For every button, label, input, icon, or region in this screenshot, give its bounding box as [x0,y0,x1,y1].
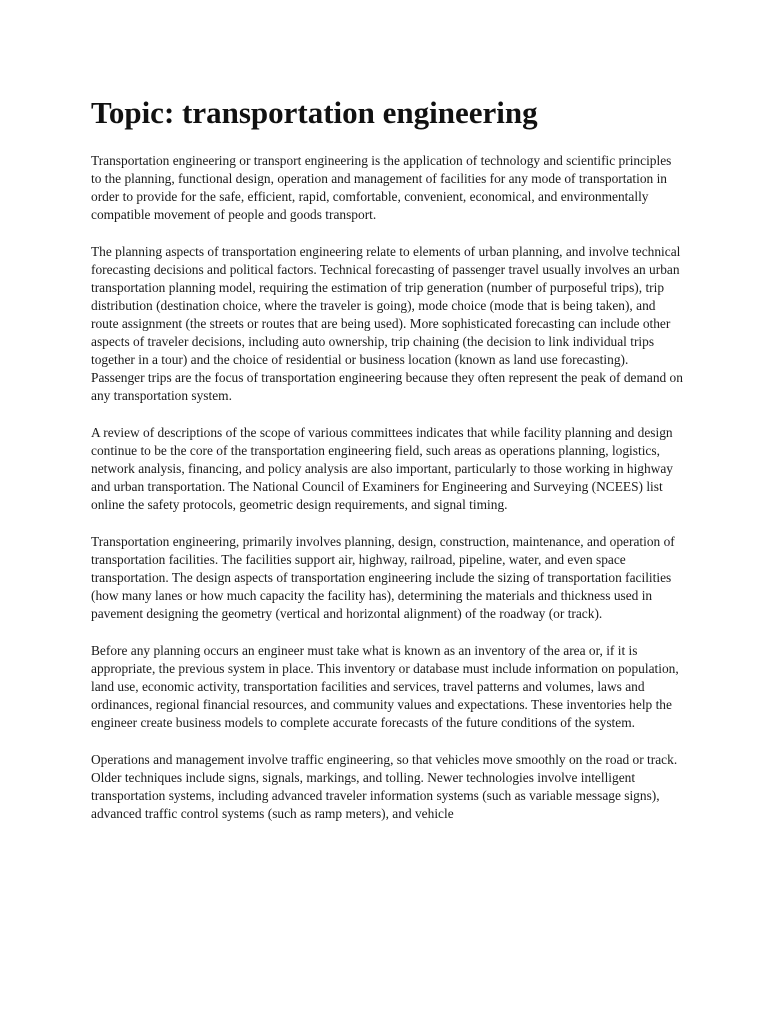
paragraph-facilities-design: Transportation engineering, primarily involves planning, design, construction, maintenance, and operation of transportation facilities. The facilities support air, highway, railroad, pipeline, water, and even space transportation. The design aspects of transportation engineering include the sizing of transportation facilities (how many lanes or how much capacity the facility has), determining the materials and thickness used in pavement designing the geometry (vertical and horizontal alignment) of the roadway (or track). [91,534,675,621]
paragraph-committee-scope: A review of descriptions of the scope of various committees indicates that while facility planning and design continue to be the core of the transportation engineering field, such areas as operations planning, logistics, network analysis, financing, and policy analysis are also important, particularly to those working in highway and urban transportation. The National Council of Examiners for Engineering and Surveying (NCEES) list online the safety protocols, geometric design requirements, and signal timing. [91,425,673,512]
page-title: Topic: transportation engineering [91,95,538,130]
paragraph-definition: Transportation engineering or transport engineering is the application of technology and scientific principles to the planning, functional design, operation and management of facilities for any mode of transportation in order to provide for the safe, efficient, rapid, comfortable, convenient, economical, and environmentally compatible movement of people and goods transport. [91,153,672,222]
paragraph-operations-management: Operations and management involve traffic engineering, so that vehicles move smoothly on the road or track. Older techniques include signs, signals, markings, and tolling. Newer technologies involve intelligent transportation systems, including advanced traveler information systems (such as variable message signs), advanced traffic control systems (such as ramp meters), and vehicle [91,752,678,821]
document-content [91,95,684,842]
paragraph-planning-aspects: The planning aspects of transportation engineering relate to elements of urban planning, and involve technical forecasting decisions and political factors. Technical forecasting of passenger travel usually involves an urban transportation planning model, requiring the estimation of trip generation (number of purposeful trips), trip distribution (destination choice, where the traveler is going), mode choice (mode that is being taken), and route assignment (the streets or routes that are being used). More sophisticated forecasting can include other aspects of traveler decisions, including auto ownership, trip chaining (the decision to link individual trips together in a tour) and the choice of residential or business location (known as land use forecasting). Passenger trips are the focus of transportation engineering because they often represent the peak of demand on any transportation system. [91,244,683,403]
paragraph-inventory: Before any planning occurs an engineer must take what is known as an inventory of the area or, if it is appropriate, the previous system in place. This inventory or database must include information on population, land use, economic activity, transportation facilities and services, travel patterns and volumes, laws and ordinances, regional financial resources, and community values and expectations. These inventories help the engineer create business models to complete accurate forecasts of the future conditions of the system. [91,643,679,730]
